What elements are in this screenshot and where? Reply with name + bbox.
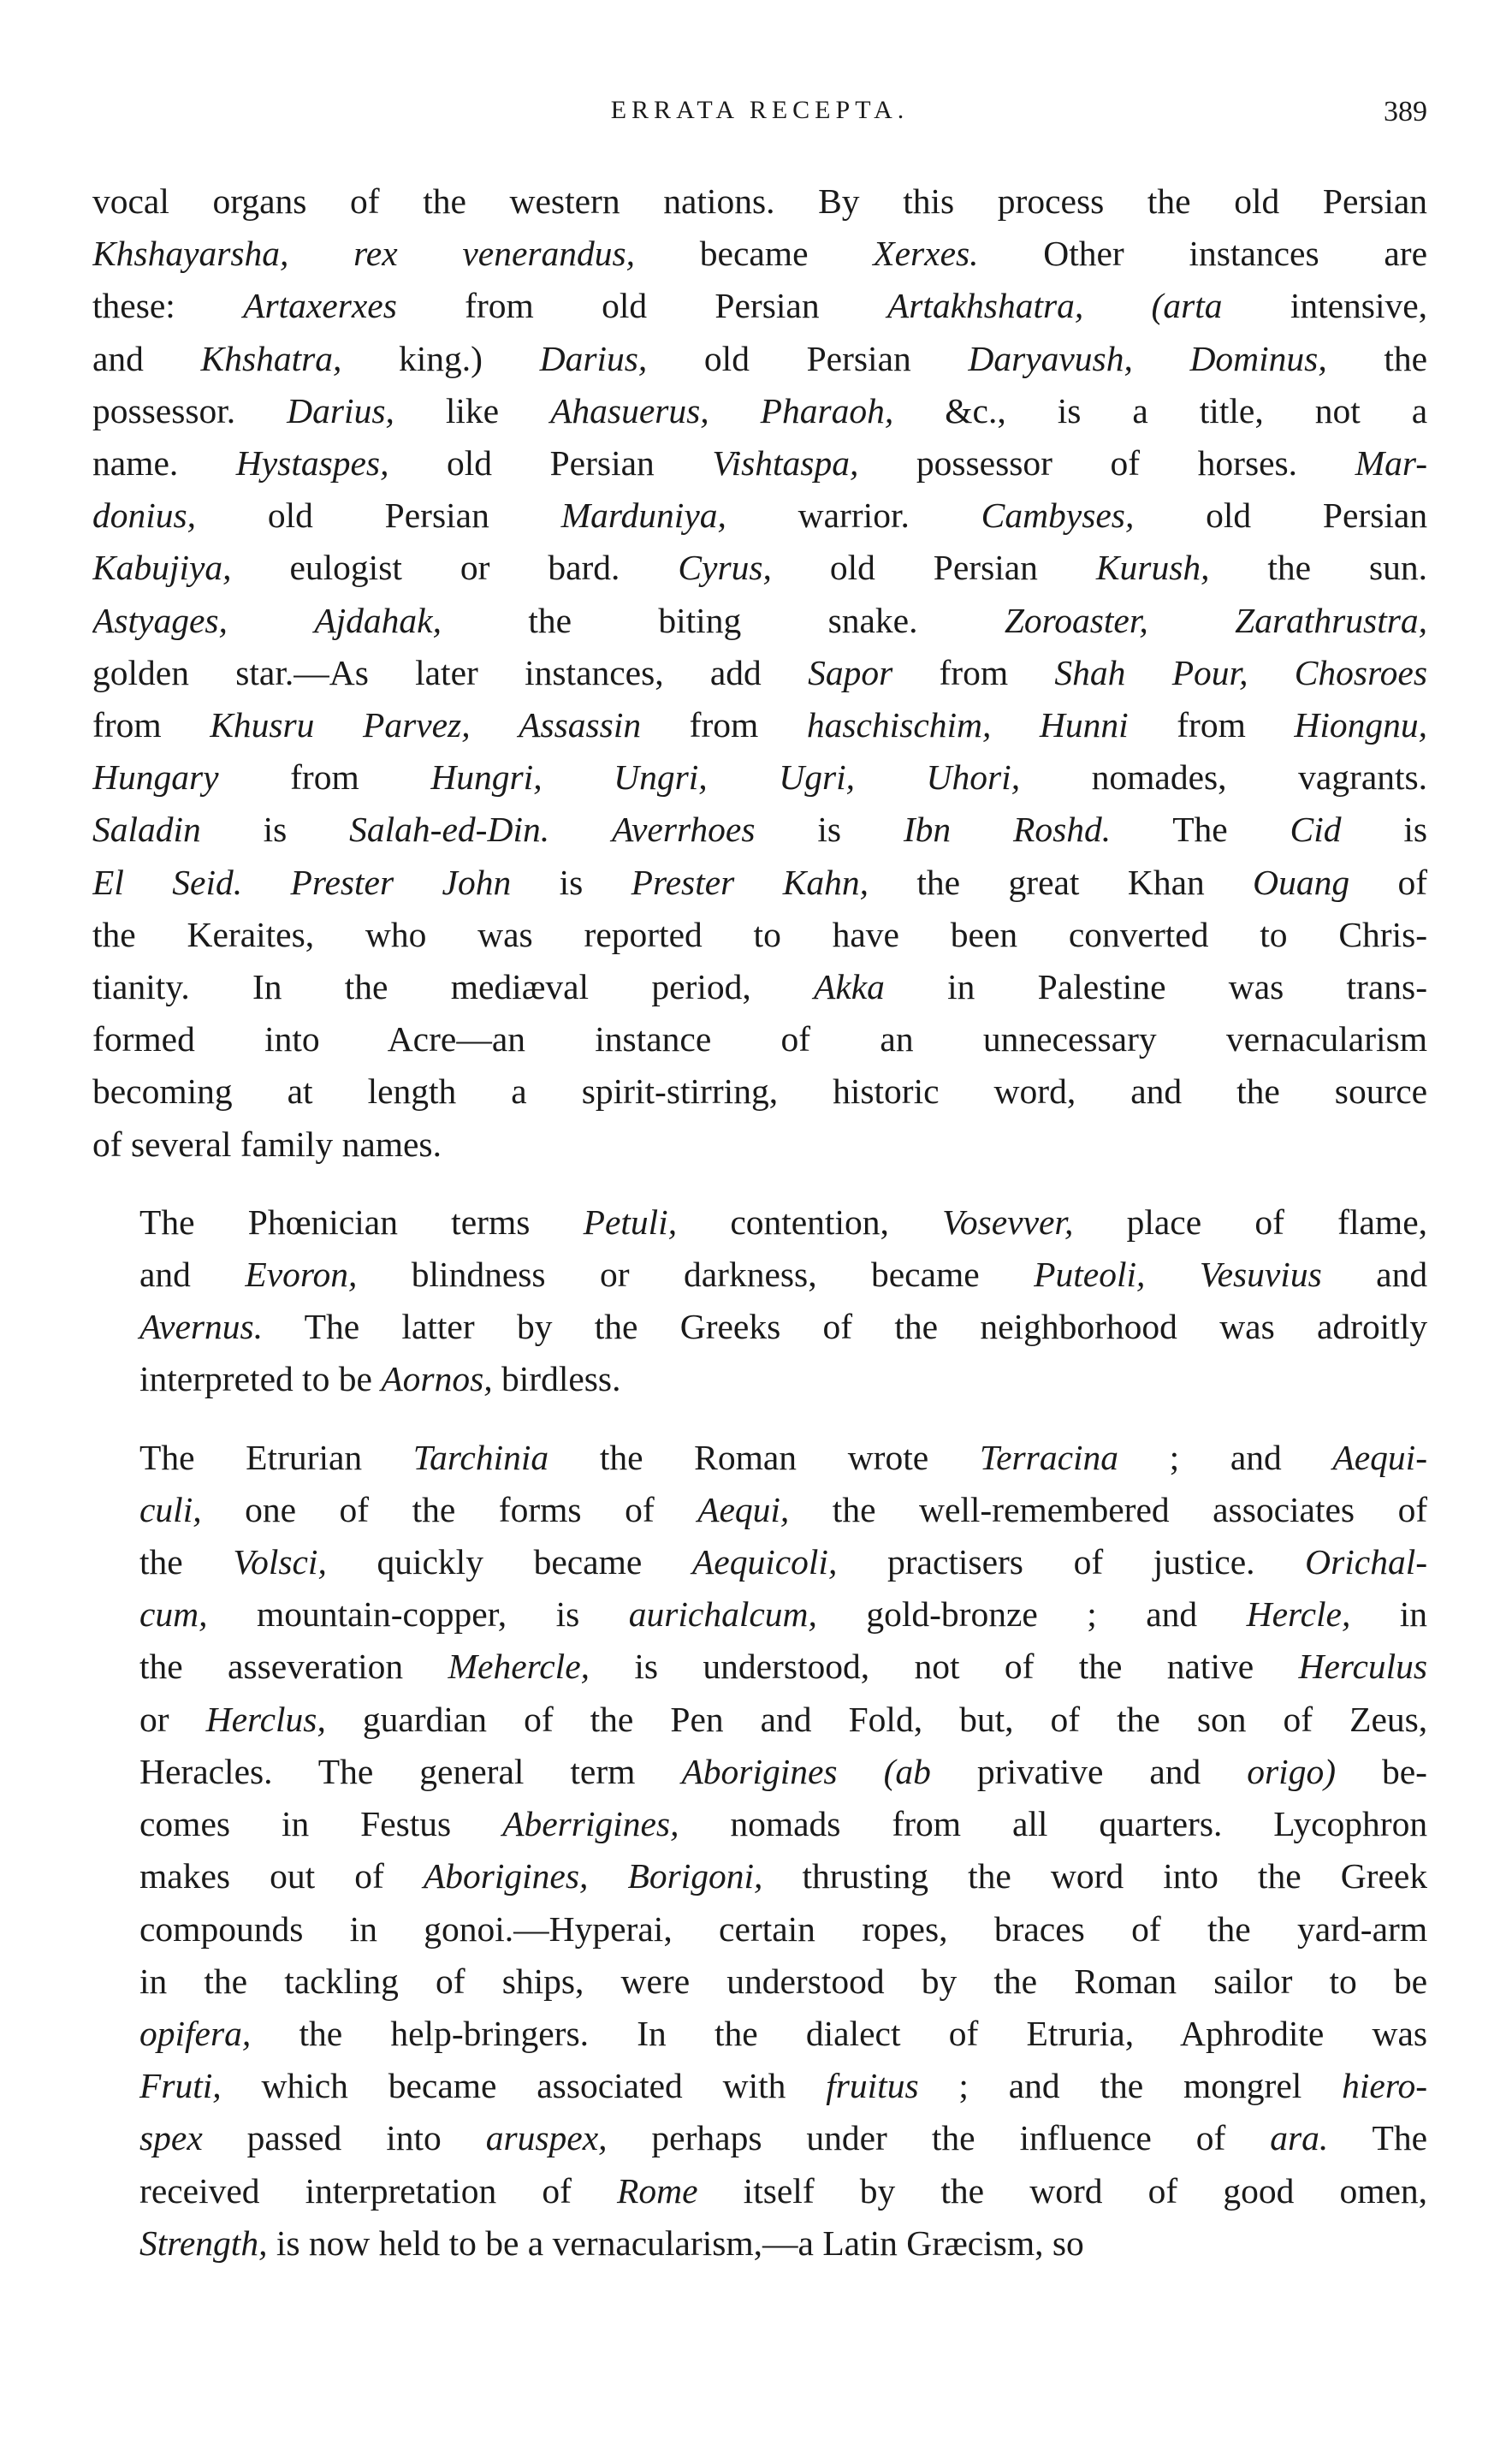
text-line: Astyages, Ajdahak, the biting snake. Zoroaster, Zarathrustra, (92, 600, 1427, 640)
body-text (92, 175, 1427, 2270)
text-line: donius, old Persian Marduniya, warrior. Cambyses, old Persian (92, 496, 1427, 536)
text-line: spex passed into aruspex, perhaps under the influence of ara. The (139, 2118, 1427, 2158)
page-header (92, 96, 1427, 147)
paragraph-1 (92, 175, 1427, 1171)
page-number: 389 (1384, 96, 1427, 128)
text-line: The Phœnician terms Petuli, contention, Vosevver, place of flame, (139, 1202, 1427, 1242)
text-line: makes out of Aborigines, Borigoni, thrusting the word into the Greek (139, 1856, 1427, 1896)
text-line: El Seid. Prester John is Prester Kahn, the great Khan Ouang of (92, 862, 1427, 902)
text-line: Khshayarsha, rex venerandus, became Xerxes. Other instances are (92, 234, 1427, 274)
text-line: becoming at length a spirit-stirring, historic word, and the source (92, 1071, 1427, 1112)
text-line: name. Hystaspes, old Persian Vishtaspa, possessor of horses. Mar- (92, 443, 1427, 484)
text-line: Avernus. The latter by the Greeks of the neighborhood was adroitly (139, 1307, 1427, 1347)
text-line: and Evoron, blindness or darkness, became Puteoli, Vesuvius and (139, 1255, 1427, 1295)
text-line: possessor. Darius, like Ahasuerus, Pharaoh, &c., is a title, not a (92, 390, 1427, 430)
text-line: Kabujiya, eulogist or bard. Cyrus, old Persian Kurush, the sun. (92, 548, 1427, 588)
paragraph-3 (92, 1432, 1427, 2270)
text-line: formed into Acre—an instance of an unnecessary vernacularism (92, 1019, 1427, 1059)
text-line: comes in Festus Aberrigines, nomads from all quarters. Lycophron (139, 1804, 1427, 1844)
running-title: ERRATA RECEPTA. (610, 96, 910, 124)
text-line: interpreted to be Aornos, birdless. (139, 1359, 621, 1399)
text-line: golden star.—As later instances, add Sapor from Shah Pour, Chosroes (92, 652, 1427, 692)
text-line: Hungary from Hungri, Ungri, Ugri, Uhori, nomades, vagrants. (92, 757, 1427, 798)
text-line: Fruti, which became associated with fruitus ; and the mongrel hiero- (139, 2066, 1427, 2106)
text-line: tianity. In the mediæval period, Akka in Palestine was trans- (92, 967, 1427, 1007)
text-line: of several family names. (92, 1124, 442, 1164)
text-line: and Khshatra, king.) Darius, old Persian Daryavush, Dominus, the (92, 338, 1427, 378)
text-line: the Volsci, quickly became Aequicoli, practisers of justice. Orichal- (139, 1542, 1427, 1582)
text-line: compounds in gonoi.—Hyperai, certain ropes, braces of the yard-arm (139, 1908, 1427, 1949)
text-line: Saladin is Salah-ed-Din. Averrhoes is Ibn Roshd. The Cid is (92, 810, 1427, 850)
text-line: vocal organs of the western nations. By this process the old Persian (92, 181, 1427, 221)
text-line: the Keraites, who was reported to have been converted to Chris- (92, 914, 1427, 954)
text-line: opifera, the help-bringers. In the dialect of Etruria, Aphrodite was (139, 2013, 1427, 2053)
text-line: cum, mountain-copper, is aurichalcum, gold-bronze ; and Hercle, in (139, 1594, 1427, 1635)
text-line: Strength, is now held to be a vernacularism,—a Latin Græcism, so (139, 2223, 1084, 2263)
text-line: or Herclus, guardian of the Pen and Fold, but, of the son of Zeus, (139, 1699, 1427, 1739)
text-line: in the tackling of ships, were understood by the Roman sailor to be (139, 1961, 1427, 2001)
paragraph-2 (92, 1196, 1427, 1406)
text-line: The Etrurian Tarchinia the Roman wrote Terracina ; and Aequi- (139, 1437, 1427, 1477)
text-line: the asseveration Mehercle, is understood, not of the native Herculus (139, 1647, 1427, 1687)
text-line: culi, one of the forms of Aequi, the well-remembered associates of (139, 1489, 1427, 1529)
text-line: these: Artaxerxes from old Persian Artakhshatra, (arta intensive, (92, 286, 1427, 326)
text-line: from Khusru Parvez, Assassin from haschischim, Hunni from Hiongnu, (92, 705, 1427, 745)
text-line: received interpretation of Rome itself by the word of good omen, (139, 2170, 1427, 2211)
text-line: Heracles. The general term Aborigines (ab privative and origo) be- (139, 1751, 1427, 1791)
